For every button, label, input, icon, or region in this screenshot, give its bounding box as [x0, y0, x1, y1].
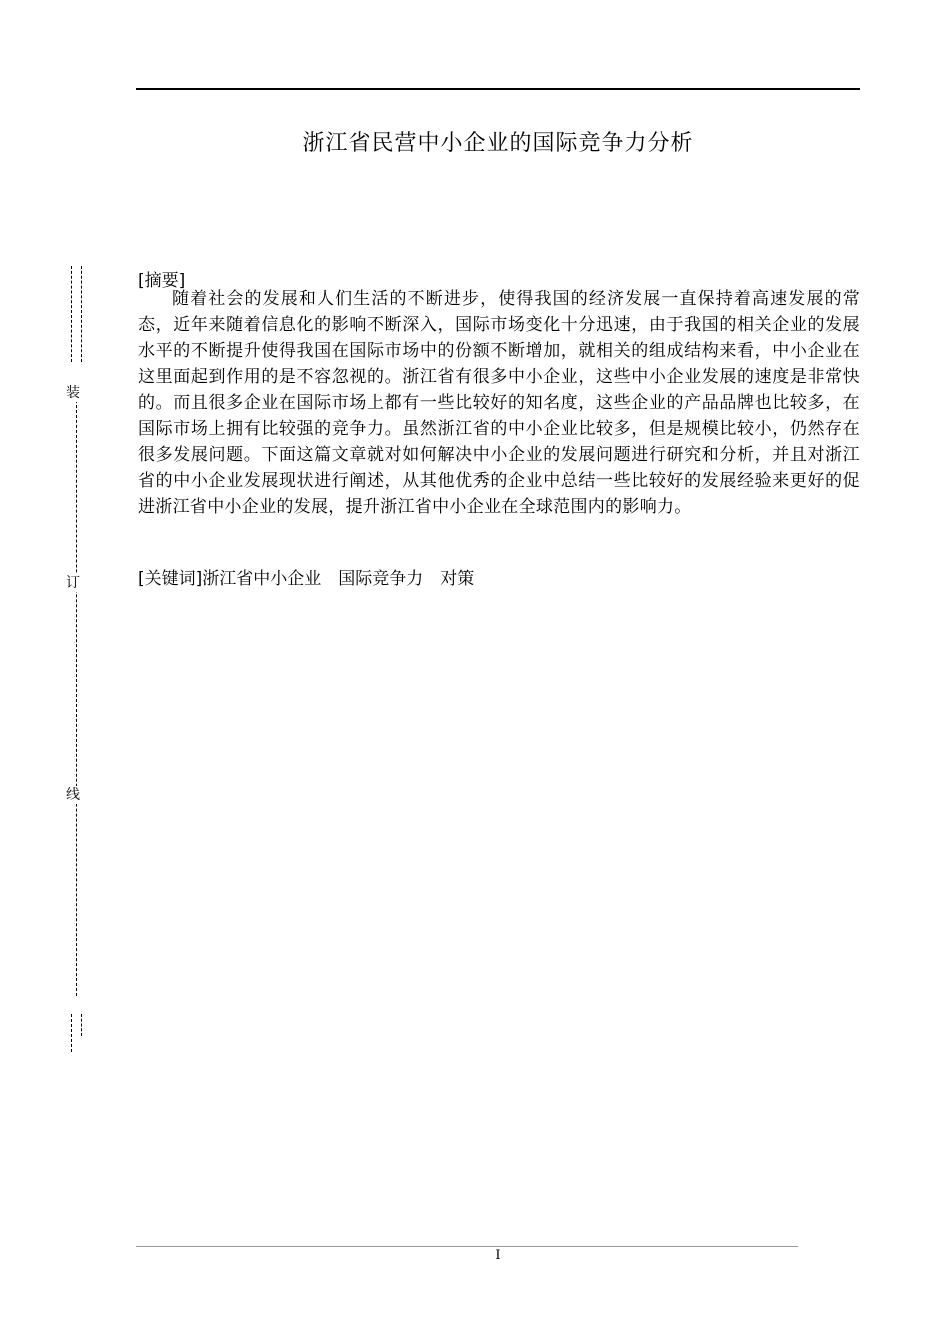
binding-line-lower-right: [81, 1014, 82, 1036]
binding-line-lower-left: [71, 1014, 72, 1052]
footer-rule: [136, 1246, 798, 1247]
abstract-heading: [摘要]: [138, 271, 186, 291]
binding-line-upper-right: [81, 266, 82, 362]
document-title: 浙江省民营中小企业的国际竞争力分析: [302, 131, 694, 156]
binding-line-main: [76, 400, 77, 996]
binding-char-xian: 线: [66, 787, 80, 803]
binding-char-ding: 订: [66, 575, 80, 591]
header-rule: [136, 88, 860, 90]
binding-line-upper-left: [71, 266, 72, 362]
keywords-line: [138, 564, 474, 589]
abstract-paragraph: 随着社会的发展和人们生活的不断进步，使得我国的经济发展一直保持着高速发展的常态，近年来随着信息化的影响不断深入，国际市场变化十分迅速，由于我国的相关企业的发展水平的不断提升使得我国在国际市场中的份额不断增加，就相关的组成结构来看，中小企业在这里面起到作用的是不容忽视的。浙江省有很多中小企业，这些中小企业发展的速度是非常快的。而且很多企业在国际市场上都有一些比较好的知名度，这些企业的产品品牌也比较多，在国际市场上拥有比较强的竞争力。虽然浙江省的中小企业比较多，但是规模比较小，仍然存在很多发展问题。下面这篇文章就对如何解决中小企业的发展问题进行研究和分析，并且对浙江省的中小企业发展现状进行阐述，从其他优秀的企业中总结一些比较好的发展经验来更好的促进浙江省中小企业的发展，提升浙江省中小企业在全球范围内的影响力。: [138, 289, 860, 517]
binding-char-zhuang: 装: [66, 385, 80, 401]
page-number: I: [495, 1248, 501, 1263]
keywords-text: 浙江省中小企业 国际竞争力 对策: [202, 569, 475, 589]
keywords-label: [关键词]: [138, 569, 203, 589]
